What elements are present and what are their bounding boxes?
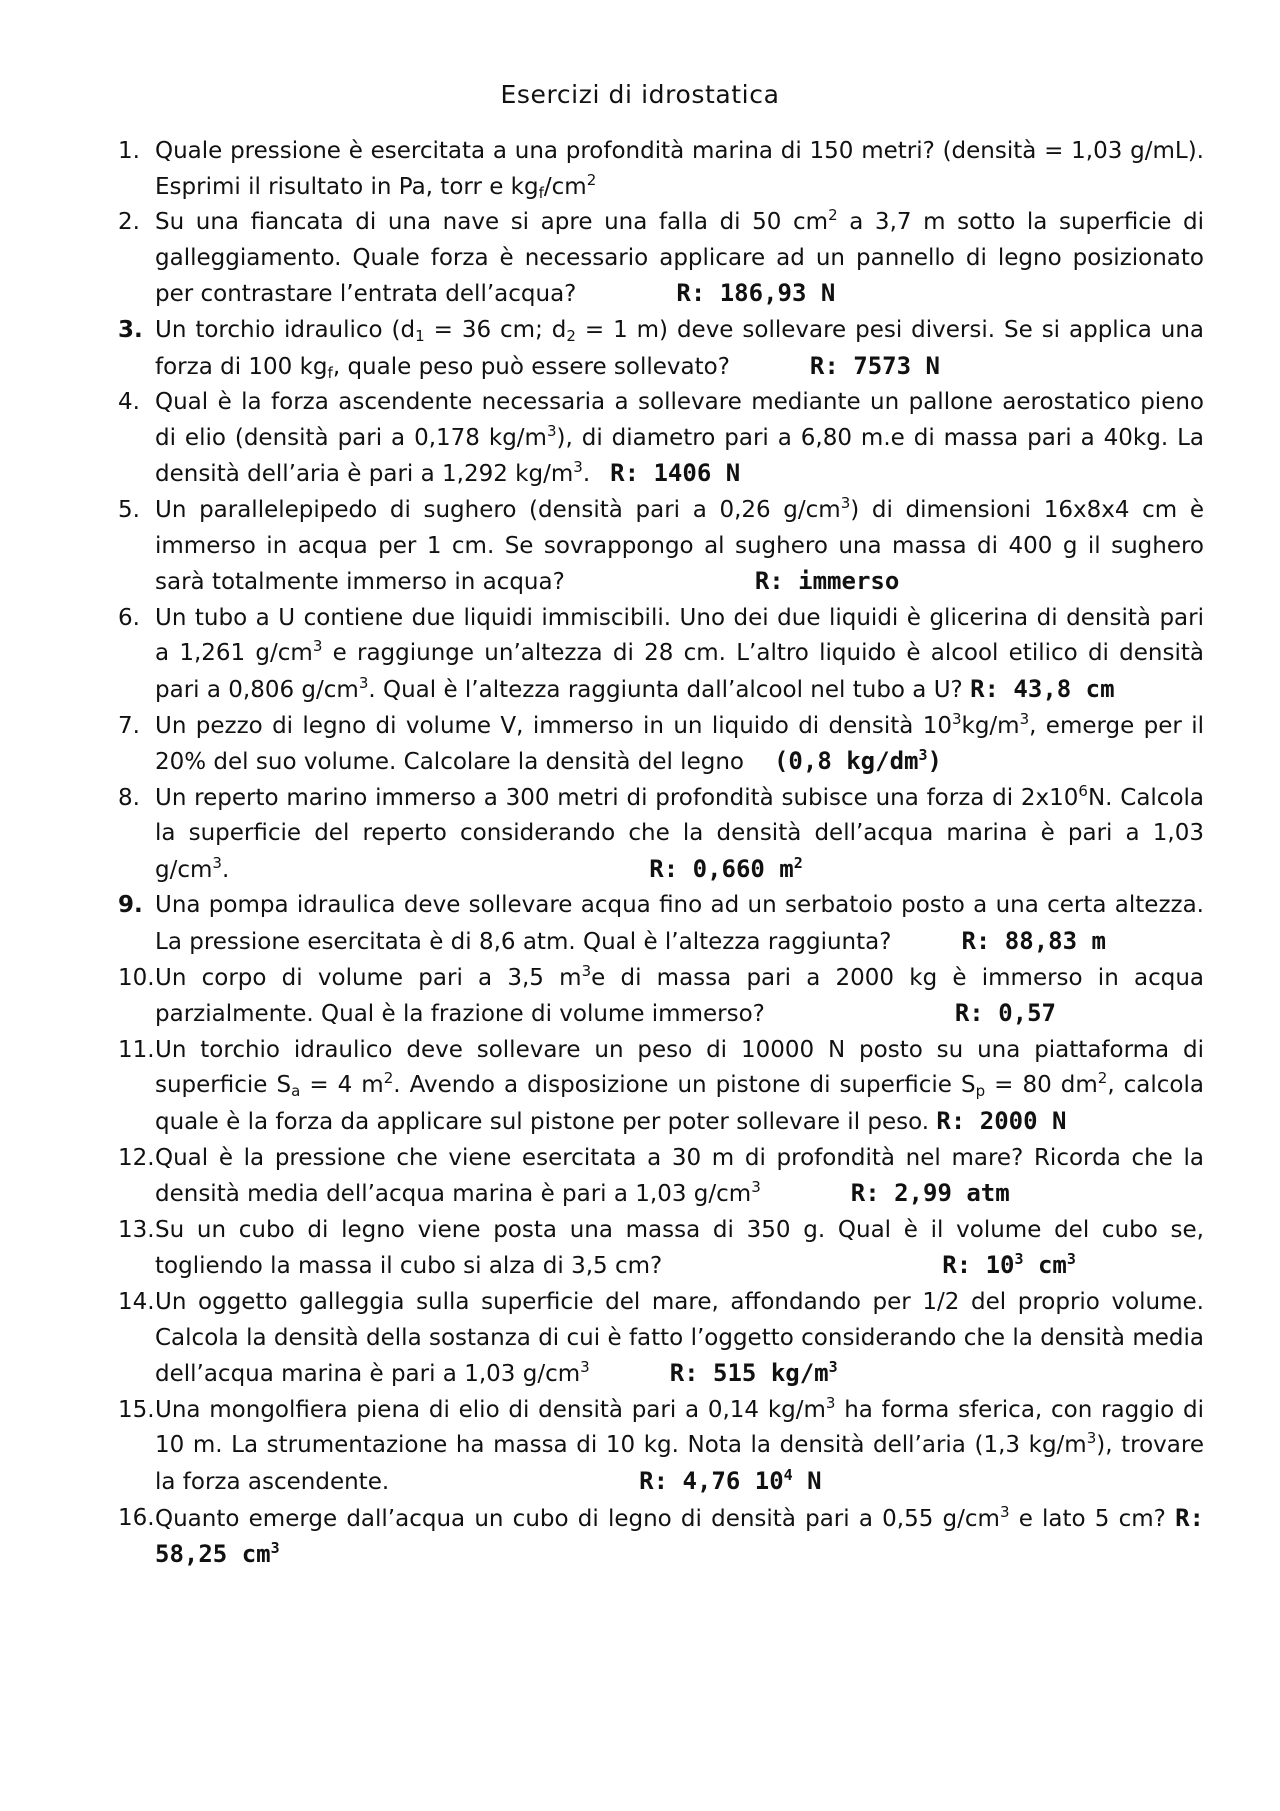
exercise-text: = 4 m — [300, 1072, 384, 1099]
exercise-number: 10. — [118, 964, 155, 991]
superscript: 3 — [999, 1502, 1010, 1521]
subscript: 2 — [566, 326, 576, 345]
answer-text: R: 10 — [942, 1251, 1015, 1280]
exercise-10 — [118, 961, 1204, 1033]
exercise-3 — [118, 313, 1204, 385]
exercise-12 — [118, 1141, 1204, 1213]
superscript: 3 — [312, 637, 323, 656]
superscript: 2 — [1097, 1069, 1108, 1088]
exercise-text: Una mongolfiera piena di elio di densità pari a 0,14 kg/m — [155, 1396, 826, 1423]
exercise-text: = 36 cm; d — [424, 316, 567, 343]
exercise-number: 6. — [118, 604, 140, 631]
answer: R: immerso — [754, 567, 900, 596]
exercise-text: Su una fiancata di una nave si apre una falla di 50 cm — [155, 209, 829, 236]
answer — [639, 1467, 821, 1495]
superscript: 3 — [751, 1178, 761, 1197]
exercise-text: Quanto emerge dall’acqua un cubo di legno di densità pari a 0,55 g/cm — [155, 1505, 1000, 1532]
exercise-number: 4. — [118, 389, 140, 416]
exercise-13 — [118, 1213, 1204, 1285]
answer-text: R: 4,76 10 — [639, 1466, 784, 1495]
superscript: 6 — [1078, 781, 1088, 800]
exercise-number: 9. — [118, 892, 143, 919]
exercise-8 — [118, 781, 1204, 889]
exercise-6 — [118, 601, 1204, 709]
superscript: 3 — [546, 421, 557, 440]
superscript: 2 — [793, 853, 803, 872]
superscript: 2 — [828, 206, 838, 225]
exercise-15 — [118, 1393, 1204, 1501]
superscript: 2 — [383, 1069, 394, 1088]
answer: R: 1406 N — [610, 459, 741, 488]
superscript: 3 — [828, 1358, 838, 1377]
exercise-text: = 80 dm — [985, 1072, 1098, 1099]
exercise-number: 5. — [118, 496, 140, 523]
superscript: 3 — [1086, 1429, 1097, 1448]
exercise-text: , calcola quale è la forza da applicare sul pistone per poter sollevare il peso. — [155, 1072, 1204, 1136]
exercise-text: e raggiunge un’altezza di 28 cm. L’altro liquido è alcool etilico di densità pari a 0,806 g/cm — [155, 640, 1204, 703]
answer-text: R: 0,660 m — [649, 854, 794, 883]
exercise-number: 15. — [118, 1396, 155, 1423]
exercise-number: 8. — [118, 784, 140, 811]
answer-text: R: 58,25 cm — [155, 1503, 1204, 1569]
superscript: 3 — [573, 458, 583, 477]
exercise-text: Un torchio idraulico deve sollevare un peso di 10000 N posto su una piattaforma di superficie S — [155, 1036, 1204, 1099]
exercise-number: 13. — [118, 1216, 155, 1243]
exercise-number: 3. — [118, 316, 143, 343]
exercise-4 — [118, 385, 1204, 493]
exercise-text: , quale peso può essere sollevato? — [332, 353, 730, 380]
exercise-text: Quale pressione è esercitata a una profondità marina di 150 metri? (densità = 1,03 g/mL). Esprimi il risultato in Pa, torr e kg — [155, 138, 1204, 200]
exercise-text: a 3,7 m sotto la superficie di galleggiamento. Quale forza è necessario applicare ad un pannello di legno posizionato per contrastare l’entrata dell’acqua? — [155, 209, 1204, 308]
superscript: 3 — [1014, 1250, 1024, 1269]
answer: R: 186,93 N — [676, 279, 836, 308]
exercise-5 — [118, 493, 1204, 601]
exercise-text: Un pezzo di legno di volume V, immerso in un liquido di densità 10 — [155, 712, 952, 739]
answer-text: N — [792, 1466, 822, 1495]
exercise-text: Una pompa idraulica deve sollevare acqua fino ad un serbatoio posto a una certa altezza. La pressione esercitata è di 8,6 atm. Qual è l’altezza raggiunta? — [155, 892, 1204, 956]
superscript: 2 — [586, 170, 597, 189]
exercise-14 — [118, 1285, 1204, 1393]
superscript: 3 — [825, 1393, 836, 1412]
exercise-number: 14. — [118, 1289, 155, 1315]
exercise-number: 16. — [118, 1504, 155, 1531]
exercise-text: Un oggetto galleggia sulla superficie del mare, affondando per 1/2 del proprio volume. Calcola la densità della sostanza di cui è fatto l’oggetto considerando che la densità media dell’acqua marina è pari a 1,03 g/cm — [155, 1289, 1204, 1388]
subscript: a — [291, 1082, 301, 1101]
exercise-text: /cm — [543, 173, 587, 200]
exercise-2 — [118, 205, 1204, 313]
exercise-text: Qual è la forza ascendente necessaria a sollevare mediante un pallone aerostatico pieno di elio (densità pari a 0,178 kg/m — [155, 389, 1204, 451]
exercise-number: 2. — [118, 209, 140, 236]
superscript: 3 — [212, 853, 222, 872]
superscript: 4 — [783, 1465, 793, 1484]
exercise-text: . Qual è l’altezza raggiunta dall’alcool nel tubo a U? — [368, 676, 963, 703]
superscript: 3 — [270, 1539, 280, 1558]
subscript: f — [538, 183, 544, 202]
exercise-number: 7. — [118, 712, 140, 739]
exercise-16 — [118, 1501, 1204, 1574]
answer: R: 43,8 cm — [970, 674, 1115, 703]
answer-text: (0,8 kg/dm — [773, 747, 919, 776]
answer-text: ) — [927, 747, 942, 776]
subscript: 1 — [415, 326, 425, 345]
exercise-text: Su un cubo di legno viene posta una massa di 350 g. Qual è il volume del cubo se, togliendo la massa il cubo si alza di 3,5 cm? — [155, 1216, 1204, 1280]
exercise-number: 11. — [118, 1036, 155, 1063]
answer: R: 88,83 m — [961, 927, 1106, 956]
exercise-text: ) di dimensioni 16x8x4 cm è immerso in acqua per 1 cm. Se sovrappongo al sughero una massa di 400 g il sughero sarà totalmente immerso in acqua? — [155, 496, 1204, 596]
exercise-text: . — [221, 856, 230, 883]
page-title: Esercizi di idrostatica — [500, 80, 780, 109]
superscript: 3 — [358, 673, 369, 692]
superscript: 3 — [951, 709, 962, 728]
exercise-text: e di massa pari a 2000 kg è immerso in acqua parzialmente. Qual è la frazione di volume immerso? — [155, 964, 1205, 1028]
exercise-11 — [118, 1033, 1204, 1141]
exercise-text: N. Calcola la superficie del reperto considerando che la densità dell’acqua marina è pari a 1,03 g/cm — [155, 784, 1205, 883]
answer — [942, 1251, 1076, 1279]
exercise-list — [118, 134, 1204, 1574]
exercise-text: Un reperto marino immerso a 300 metri di profondità subisce una forza di 2x10 — [155, 784, 1079, 811]
exercise-text: Un tubo a U contiene due liquidi immiscibili. Uno dei due liquidi è glicerina di densità pari a 1,261 g/cm — [155, 604, 1204, 667]
superscript: 3 — [840, 493, 851, 512]
subscript: f — [327, 363, 333, 382]
exercise-number: 1. — [118, 138, 140, 164]
exercise-number: 12. — [118, 1144, 155, 1171]
exercise-text: kg/m — [961, 712, 1020, 739]
answer — [774, 747, 942, 775]
exercise-text: ), trovare la forza ascendente. — [155, 1432, 1204, 1495]
answer — [649, 855, 803, 883]
exercise-text: ha forma sferica, con raggio di 10 m. La strumentazione ha massa di 10 kg. Nota la densità dell’aria (1,3 kg/m — [155, 1396, 1204, 1459]
exercise-text: = 1 m) deve sollevare pesi diversi. Se si applica una forza di 100 kg — [155, 316, 1204, 380]
exercise-9 — [118, 888, 1204, 960]
exercise-text: . — [582, 461, 591, 488]
exercise-text: Qual è la pressione che viene esercitata a 30 m di profondità nel mare? Ricorda che la densità media dell’acqua marina è pari a 1,03 g/cm — [155, 1144, 1204, 1208]
answer: R: 2000 N — [936, 1107, 1067, 1136]
exercise-text: Un parallelepipedo di sughero (densità pari a 0,26 g/cm — [155, 496, 841, 523]
superscript: 3 — [1019, 709, 1030, 728]
superscript: 3 — [1066, 1250, 1076, 1269]
exercise-1 — [118, 134, 1204, 205]
exercise-text: , emerge per il 20% del suo volume. Calcolare la densità del legno — [155, 712, 1204, 776]
exercise-text: . Avendo a disposizione un pistone di superficie S — [393, 1072, 976, 1099]
answer-text: R: 515 kg/m — [669, 1359, 829, 1388]
exercise-text: ), di diametro pari a 6,80 m.e di massa pari a 40kg. La densità dell’aria è pari a 1,292 kg/m — [155, 424, 1204, 488]
subscript: p — [975, 1082, 986, 1101]
answer-text: cm — [1023, 1251, 1067, 1280]
answer: R: 0,57 — [954, 999, 1057, 1028]
exercise-text: e lato 5 cm? — [1009, 1505, 1166, 1532]
superscript: 3 — [918, 746, 928, 765]
answer — [670, 1359, 838, 1387]
superscript: 3 — [581, 961, 592, 980]
answer: R: 2,99 atm — [850, 1179, 1010, 1208]
exercise-text: Un torchio idraulico (d — [155, 316, 416, 343]
exercise-7 — [118, 709, 1204, 781]
answer: R: 7573 N — [809, 351, 940, 380]
exercise-text: Un corpo di volume pari a 3,5 m — [155, 964, 582, 991]
superscript: 3 — [580, 1358, 590, 1377]
